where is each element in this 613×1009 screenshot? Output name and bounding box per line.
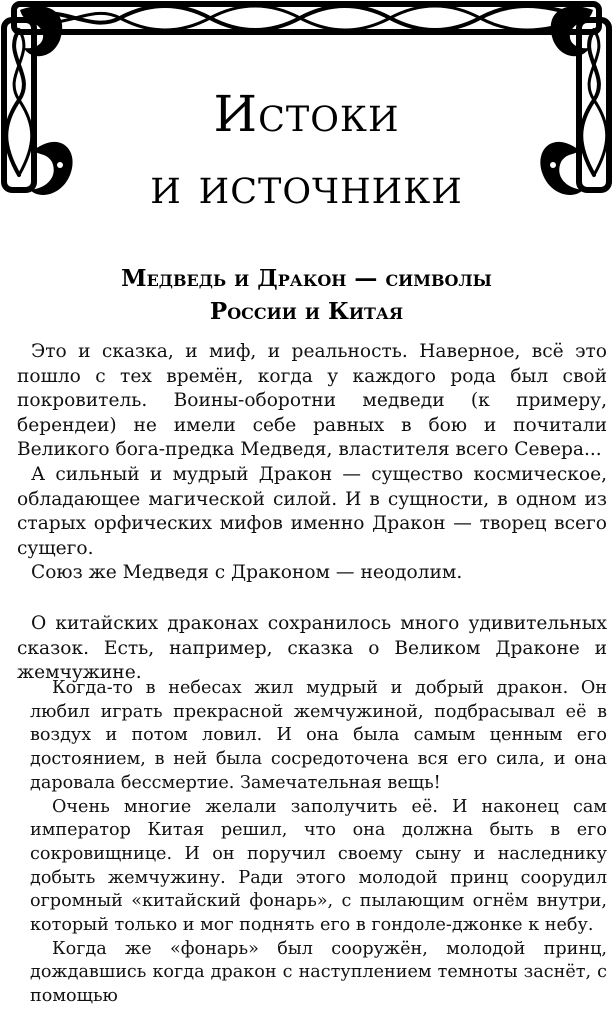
section-heading-line-2: России и Китая xyxy=(209,298,404,325)
chapter-title-line-2: и источники xyxy=(150,157,463,215)
intro-paragraph: А сильный и мудрый Дракон — существо космическое, обладающее магической силой. И в сущности, в одном из старых орфических мифов именно Дракон — творец всего сущего. xyxy=(17,463,607,559)
section-heading-line-1: Медведь и Дракон — символы xyxy=(121,265,492,292)
intro-paragraph: О китайских драконах сохранилось много удивительных сказок. Есть, например, сказка о Великом Драконе и жемчужине. xyxy=(17,612,607,684)
tale-paragraph: Когда-то в небесах жил мудрый и добрый дракон. Он любил играть прекрасной жемчужиной, подбрасывал её в воздух и потом ловил. И она была самым ценным его достоянием, в ней была сосредоточена вся его сила, и она даровала бессмертие. Замечательная вещь! xyxy=(30,678,607,793)
intro-paragraph: Это и сказка, и миф, и реальность. Наверное, всё это пошло с тех времён, когда у каждого рода был свой покровитель. Воины-оборотни медведи (к примеру, берендеи) не имели себе равных в бою и почитали Великого бога-предка Медведя, властителя всего Севера... xyxy=(17,341,607,461)
tale-paragraph: Когда же «фонарь» был сооружён, молодой принц, дождавшись когда дракон с наступлением темноты заснёт, с помощью xyxy=(30,938,607,1007)
intro-paragraph: Союз же Медведя с Драконом — неодолим. xyxy=(31,562,463,584)
chapter-title-line-1: Истоки xyxy=(213,85,400,143)
tale-text xyxy=(30,677,607,1009)
section-heading xyxy=(20,262,593,328)
chapter-title xyxy=(70,78,543,222)
intro-text xyxy=(17,340,607,686)
tale-paragraph: Очень многие желали заполучить её. И наконец сам император Китая решил, что она должна быть в его сокровищнице. И он поручил своему сыну и наследнику добыть жемчужину. Ради этого молодой принц соорудил огромный «китайский фонарь», с пылающим огнём внутри, который только и мог поднять его в гондоле-джонке к небу. xyxy=(30,796,607,936)
